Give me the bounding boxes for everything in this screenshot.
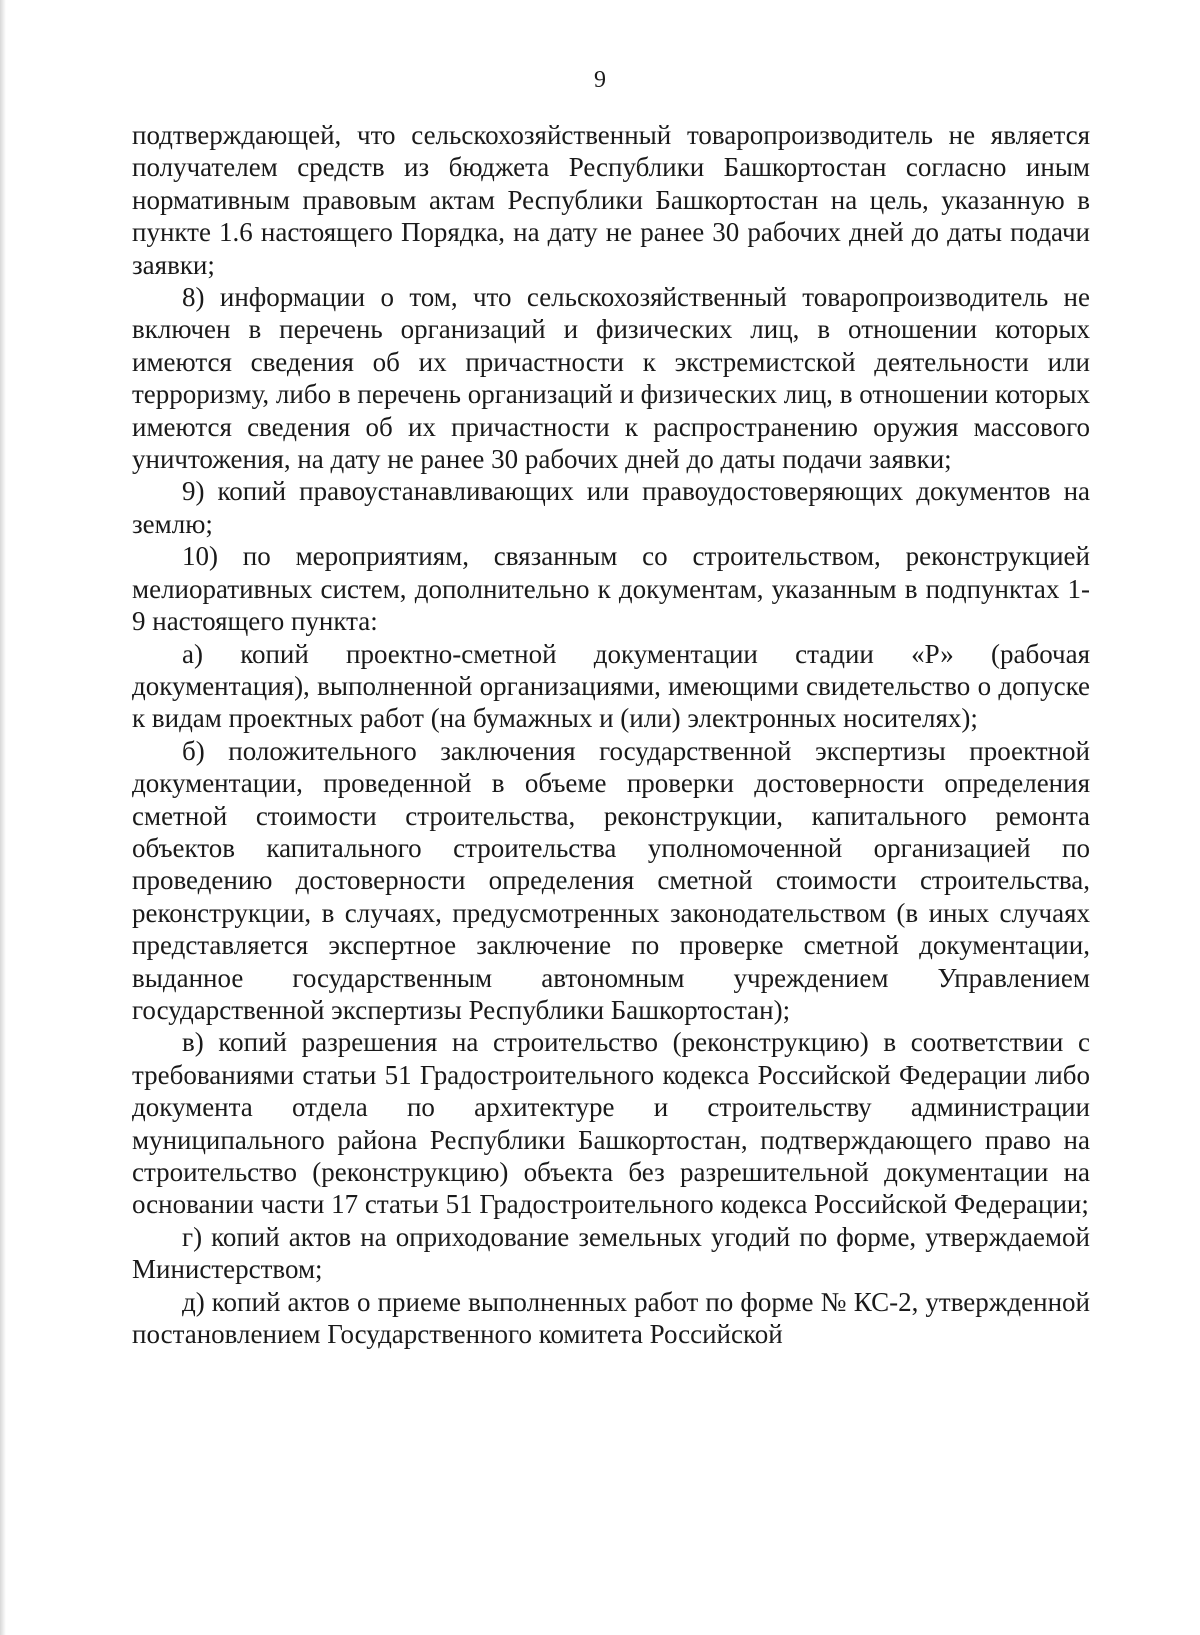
paragraph-item-8: 8) информации о том, что сельскохозяйственный товаропроизводитель не включен в перечень организаций и физических лиц, в отношении которых имеются сведения об их причастности к экстремистской деятельности или терроризму, либо в перечень организаций и физических лиц, в отношении которых имеются сведения об их причастности к распространению оружия массового уничтожения, на дату не ранее 30 рабочих дней до даты подачи заявки; [132, 282, 1090, 475]
document-body [132, 119, 1090, 1350]
paragraph-continuation: подтверждающей, что сельскохозяйственный товаропроизводитель не является получателем средств из бюджета Республики Башкортостан согласно иным нормативным правовым актам Республики Башкортостан на цель, указанную в пункте 1.6 настоящего Порядка, на дату не ранее 30 рабочих дней до даты подачи заявки; [132, 120, 1090, 280]
paragraph-subitem-b: б) положительного заключения государственной экспертизы проектной документации, проведенной в объеме проверки достоверности определения сметной стоимости строительства, реконструкции, капитального ремонта объектов капитального строительства уполномоченной организацией по проведению достоверности определения сметной стоимости строительства, реконструкции, в случаях, предусмотренных законодательством (в иных случаях представляется экспертное заключение по проверке сметной документации, выданное государственным автономным учреждением Управлением государственной экспертизы Республики Башкортостан); [132, 735, 1090, 1025]
scan-edge-shadow [0, 0, 6, 1635]
paragraph-subitem-a: а) копий проектно-сметной документации стадии «Р» (рабочая документация), выполненной организациями, имеющими свидетельство о допуске к видам проектных работ (на бумажных и (или) электронных носителях); [132, 638, 1090, 734]
paragraph-subitem-d: д) копий актов о приеме выполненных работ по форме № КС-2, утвержденной постановлением Государственного комитета Российской [132, 1286, 1090, 1350]
paragraph-subitem-g: г) копий актов на оприходование земельных угодий по форме, утверждаемой Министерством; [132, 1221, 1090, 1285]
paragraph-item-9: 9) копий правоустанавливающих или правоудостоверяющих документов на землю; [132, 476, 1090, 539]
paragraph-item-10: 10) по мероприятиям, связанным со строительством, реконструкцией мелиоративных систем, дополнительно к документам, указанным в подпунктах 1-9 настоящего пункта: [132, 541, 1090, 637]
page-number: 9 [594, 67, 606, 93]
paragraph-subitem-v: в) копий разрешения на строительство (реконструкцию) в соответствии с требованиями статьи 51 Градостроительного кодекса Российской Федерации либо документа отдела по архитектуре и строительству администрации муниципального района Республики Башкортостан, подтверждающего право на строительство (реконструкцию) объекта без разрешительной документации на основании части 17 статьи 51 Градостроительного кодекса Российской Федерации; [132, 1027, 1090, 1220]
